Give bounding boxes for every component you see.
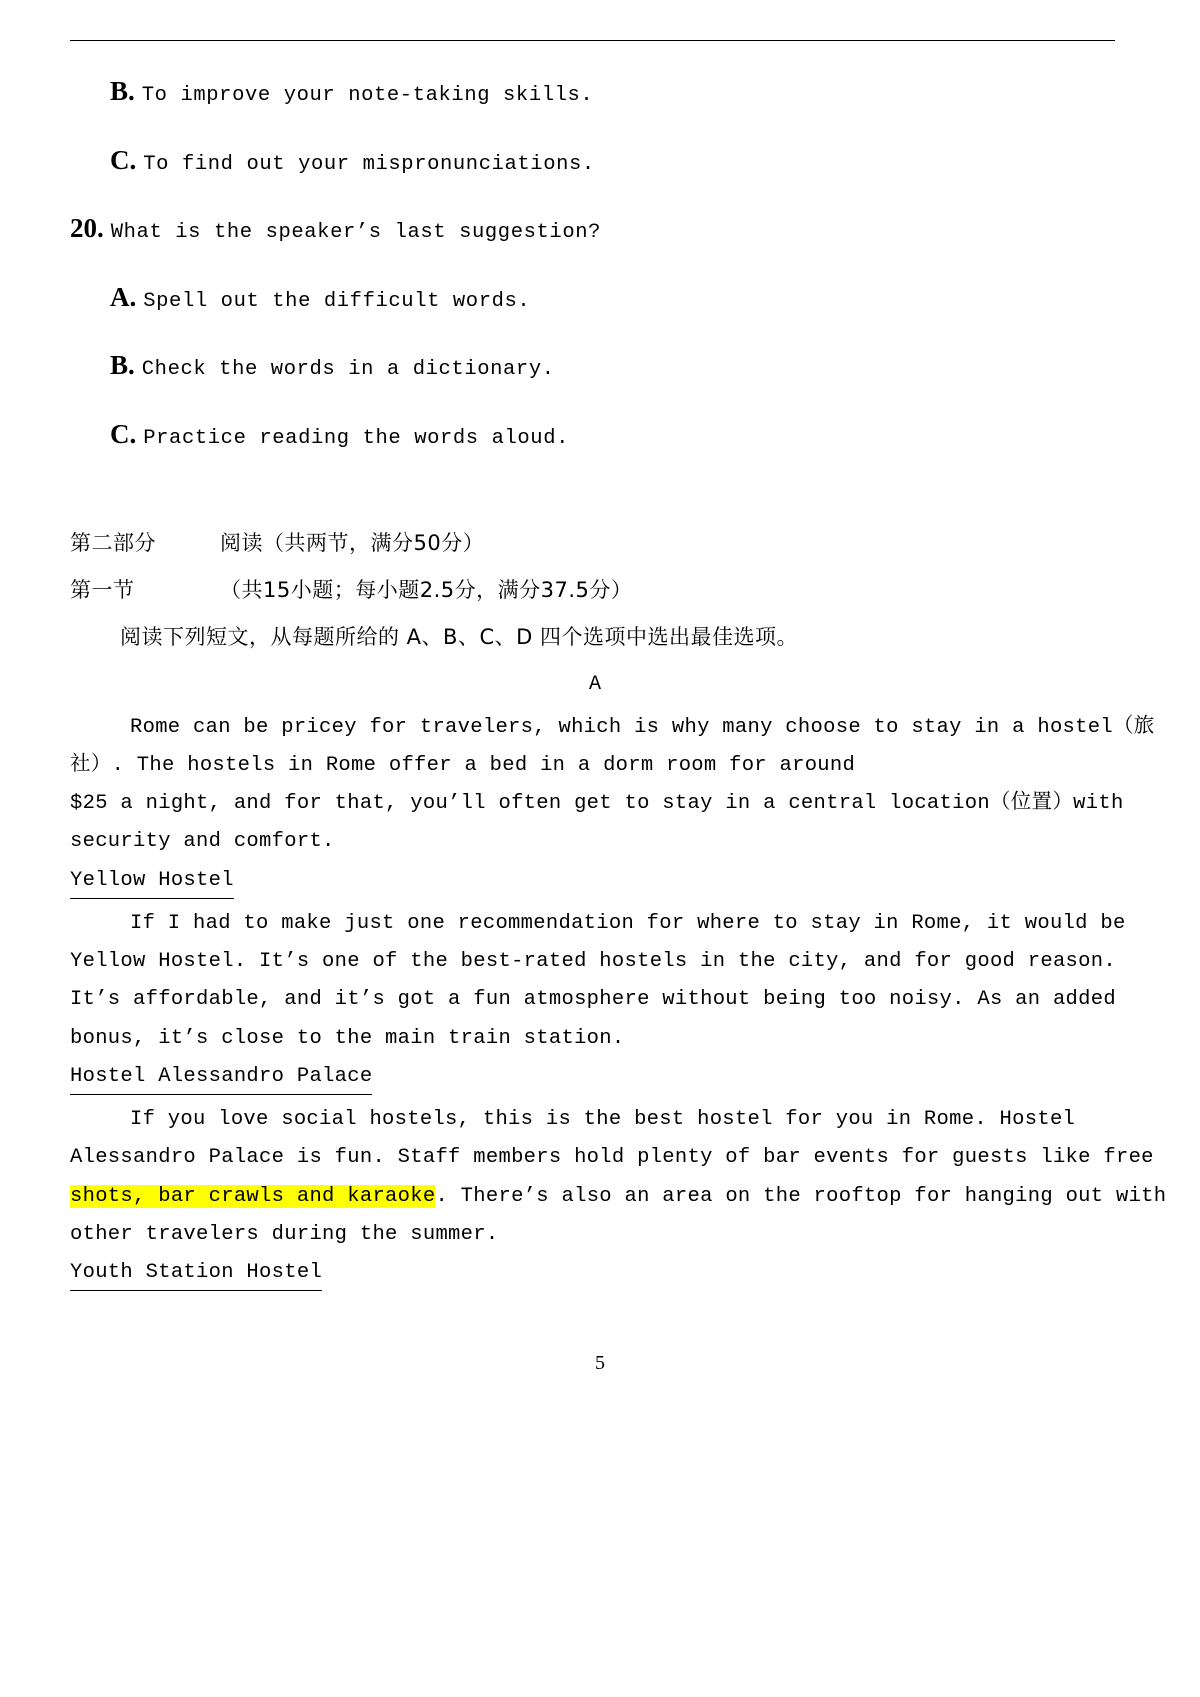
part-two-label: 第二部分 [70, 530, 156, 555]
question-text: What is the speaker’s last suggestion? [110, 221, 602, 245]
part-two-value: 阅读（共两节，满分50分） [220, 530, 485, 555]
listening-option-b-20 [70, 349, 1120, 383]
option-label: C. [110, 418, 137, 449]
yellow-hostel-line-2: Yellow Hostel. It’s one of the best-rated hostels in the city, and for good reason. [70, 950, 1116, 974]
section-one-value: （共15小题；每小题2.5分，满分37.5分） [220, 577, 633, 602]
passage-intro-line-2: 社）. The hostels in Rome offer a bed in a dorm room for around [70, 753, 856, 777]
yellow-hostel-line-1: If I had to make just one recommendation for where to stay in Rome, it would be [130, 911, 1126, 935]
header-rule [70, 40, 1115, 41]
hostel-name: Youth Station Hostel [70, 1255, 322, 1291]
listening-question-20 [70, 212, 1120, 246]
passage-intro-line-3: $25 a night, and for that, you’ll often get to stay in a central location（位置）with [70, 792, 1124, 816]
option-text: To find out your mispronunciations. [143, 152, 595, 176]
alessandro-line-3 [70, 1179, 1167, 1214]
hostel-heading-yellow [70, 863, 1120, 902]
page-content [70, 40, 1167, 1298]
yellow-hostel-line-4: bonus, it’s close to the main train station. [70, 1026, 625, 1050]
listening-option-c-19 [70, 144, 1120, 178]
reading-instruction: 阅读下列短文，从每题所给的 A、B、C、D 四个选项中选出最佳选项。 [120, 624, 798, 649]
alessandro-line-1: If you love social hostels, this is the best hostel for you in Rome. Hostel [130, 1108, 1076, 1132]
section-one-label: 第一节 [70, 577, 135, 602]
hostel-heading-youth-station [70, 1255, 1120, 1294]
highlighted-text: shots, bar crawls and karaoke [70, 1184, 436, 1208]
alessandro-line-4: other travelers during the summer. [70, 1222, 499, 1246]
page-number: 5 [595, 1352, 605, 1374]
hostel-name: Yellow Hostel [70, 863, 234, 899]
option-text: Spell out the difficult words. [143, 289, 531, 313]
option-text: Practice reading the words aloud. [143, 426, 570, 450]
yellow-hostel-line-3: It’s affordable, and it’s got a fun atmosphere without being too noisy. As an added [70, 988, 1116, 1012]
listening-option-c-20 [70, 418, 1120, 452]
passage-intro-line-4: security and comfort. [70, 830, 335, 854]
hostel-name: Hostel Alessandro Palace [70, 1059, 372, 1095]
listening-option-b-19 [70, 75, 1120, 109]
listening-option-a-20 [70, 281, 1120, 315]
section-spacer [70, 487, 1120, 527]
passage-intro-line-1: Rome can be pricey for travelers, which is why many choose to stay in a hostel（旅 [130, 715, 1155, 739]
option-label: C. [110, 144, 137, 175]
question-number: 20. [70, 213, 104, 244]
hostel-heading-alessandro [70, 1059, 1120, 1098]
passage-letter: A [588, 672, 601, 696]
option-text: Check the words in a dictionary. [141, 358, 555, 382]
section-one-heading [70, 574, 1120, 604]
alessandro-line-2: Alessandro Palace is fun. Staff members hold plenty of bar events for guests like free [70, 1146, 1154, 1170]
alessandro-line-3-rest: . There’s also an area on the rooftop for hanging out with [435, 1184, 1167, 1208]
part-two-heading [70, 527, 1120, 557]
option-text: To improve your note-taking skills. [141, 84, 594, 107]
option-label: B. [110, 350, 135, 381]
option-label: B. [110, 76, 135, 106]
option-label: A. [110, 281, 137, 312]
